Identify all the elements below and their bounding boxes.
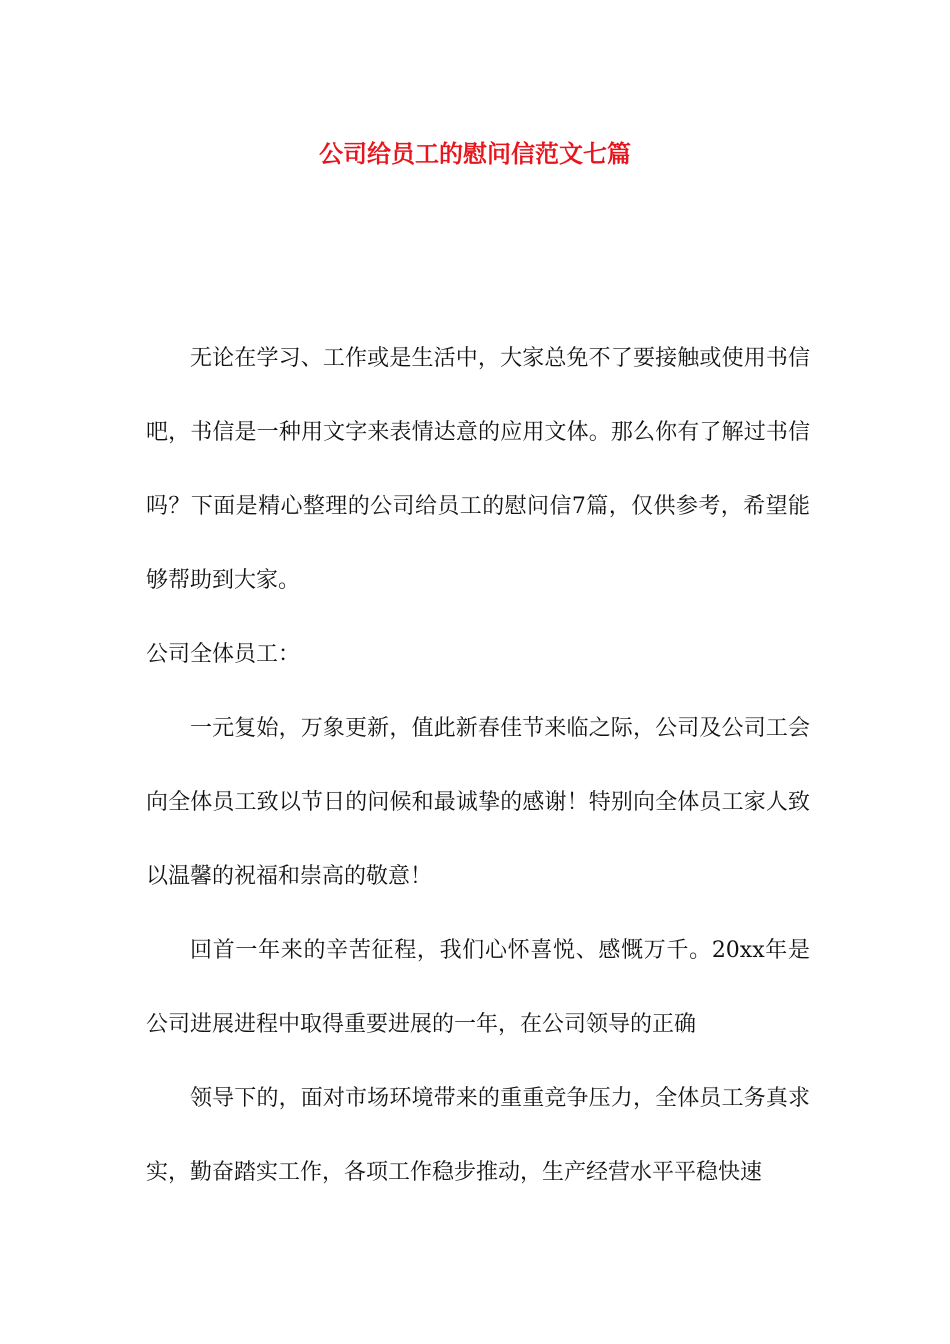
review-paragraph: 回首一年来的辛苦征程，我们心怀喜悦、感慨万千。20xx年是公司进展进程中取得重要进展的一年，在公司领导的正确 xyxy=(146,938,810,1037)
progress-paragraph: 领导下的，面对市场环境带来的重重竞争压力，全体员工务真求实，勤奋踏实工作，各项工作稳步推动，生产经营水平平稳快速 xyxy=(146,1086,810,1185)
greeting-paragraph: 一元复始，万象更新，值此新春佳节来临之际，公司及公司工会向全体员工致以节日的问候和最诚挚的感谢！特别向全体员工家人致以温馨的祝福和崇高的敬意！ xyxy=(146,716,810,889)
intro-paragraph: 无论在学习、工作或是生活中，大家总免不了要接触或使用书信吧，书信是一种用文字来表情达意的应用文体。那么你有了解过书信吗？下面是精心整理的公司给员工的慰问信7篇，仅供参考，希望能够帮助到大家。 xyxy=(146,346,810,593)
document-title: 公司给员工的慰问信范文七篇 xyxy=(319,139,631,168)
document-body xyxy=(146,322,810,1210)
salutation: 公司全体员工： xyxy=(146,642,301,667)
